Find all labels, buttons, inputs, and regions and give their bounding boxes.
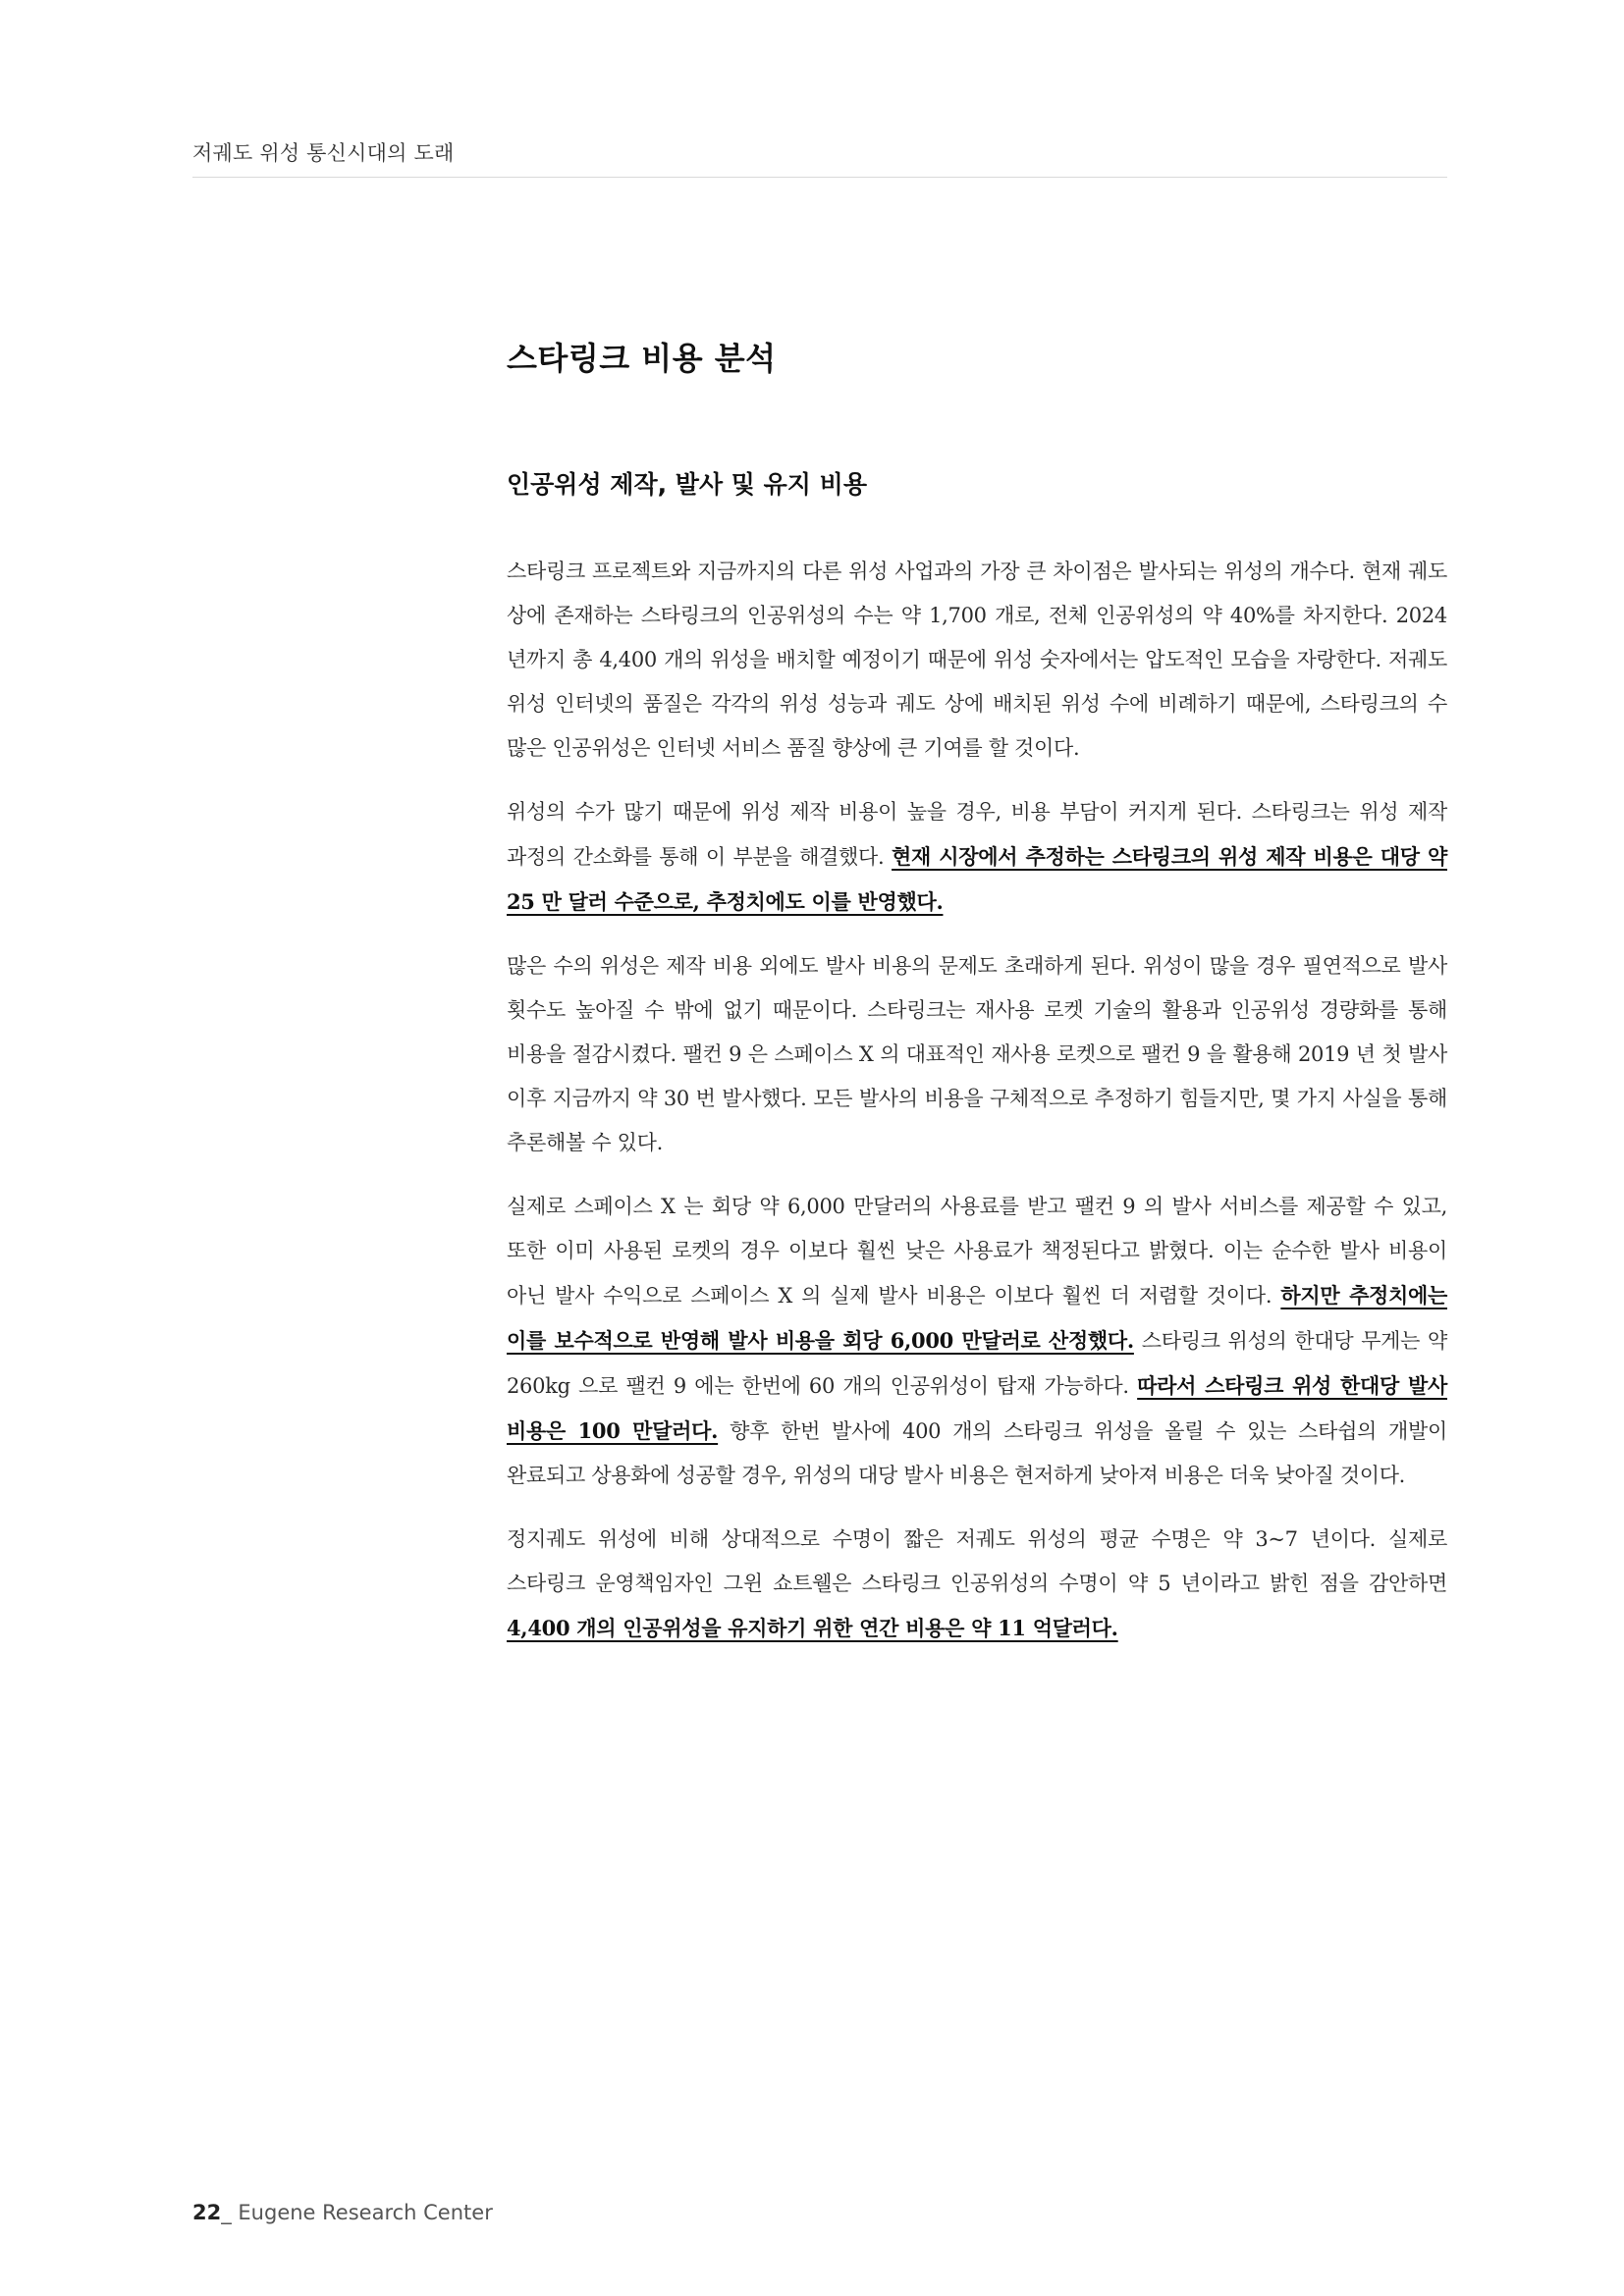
paragraph-4	[507, 1185, 1447, 1498]
page-content	[507, 324, 1447, 1671]
paragraph-3: 많은 수의 위성은 제작 비용 외에도 발사 비용의 문제도 초래하게 된다. 위성이 많을 경우 필연적으로 발사 횟수도 높아질 수 밖에 없기 때문이다. 스타링크는 재사용 로켓 기술의 활용과 인공위성 경량화를 통해 비용을 절감시켰다. 팰컨 9 은 스페이스 X 의 대표적인 재사용 로켓으로 팰컨 9 을 활용해 2019 년 첫 발사 이후 지금까지 약 30 번 발사했다. 모든 발사의 비용을 구체적으로 추정하기 힘들지만, 몇 가지 사실을 통해 추론해볼 수 있다.	[507, 954, 1447, 1154]
footer-organization: _ Eugene Research Center	[221, 2201, 493, 2224]
paragraph-5-highlight: 4,400 개의 인공위성을 유지하기 위한 연간 비용은 약 11 억달러다.	[507, 1616, 1118, 1640]
paragraph-2	[507, 790, 1447, 925]
subsection-title: 인공위성 제작, 발사 및 유지 비용	[507, 470, 867, 499]
paragraph-1: 스타링크 프로젝트와 지금까지의 다른 위성 사업과의 가장 큰 차이점은 발사되는 위성의 개수다. 현재 궤도 상에 존재하는 스타링크의 인공위성의 수는 약 1,700 개로, 전체 인공위성의 약 40%를 차지한다. 2024 년까지 총 4,400 개의 위성을 배치할 예정이기 때문에 위성 숫자에서는 압도적인 모습을 자랑한다. 저궤도 위성 인터넷의 품질은 각각의 위성 성능과 궤도 상에 배치된 위성 수에 비례하기 때문에, 스타링크의 수 많은 인공위성은 인터넷 서비스 품질 향상에 큰 기여를 할 것이다.	[507, 560, 1447, 760]
paragraph-2-highlight: 현재 시장에서 추정하는 스타링크의 위성 제작 비용은 대당 약 25 만 달러 수준으로, 추정치에도 이를 반영했다.	[507, 844, 1447, 914]
paragraph-5-text: 정지궤도 위성에 비해 상대적으로 수명이 짧은 저궤도 위성의 평균 수명은 약 3~7 년이다. 실제로 스타링크 운영책임자인 그윈 쇼트웰은 스타링크 인공위성의 수명이 약 5 년이라고 밝힌 점을 감안하면	[507, 1527, 1447, 1595]
paragraph-4-text-b: 스타링크 위성의 한대당 무게는 약 260kg 으로 팰컨 9 에는 한번에 60 개의 인공위성이 탑재 가능하다.	[507, 1329, 1447, 1398]
page-footer	[192, 2201, 493, 2224]
paragraph-5	[507, 1518, 1447, 1651]
paragraph-4-highlight-b: 따라서 스타링크 위성 한대당 발사 비용은 100 만달러다.	[507, 1373, 1447, 1443]
section-title: 스타링크 비용 분석	[507, 340, 777, 377]
paragraph-4-text-c: 향후 한번 발사에 400 개의 스타링크 위성을 올릴 수 있는 스타쉽의 개발이 완료되고 상용화에 성공할 경우, 위성의 대당 발사 비용은 현저하게 낮아져 비용은 더욱 낮아질 것이다.	[507, 1419, 1447, 1487]
paragraph-4-text-a: 실제로 스페이스 X 는 회당 약 6,000 만달러의 사용료를 받고 팰컨 9 의 발사 서비스를 제공할 수 있고, 또한 이미 사용된 로켓의 경우 이보다 훨씬 낮은 사용료가 책정된다고 밝혔다. 이는 순수한 발사 비용이 아닌 발사 수익으로 스페이스 X 의 실제 발사 비용은 이보다 훨씬 더 저렴할 것이다.	[507, 1195, 1447, 1308]
body-text	[507, 550, 1447, 1651]
paragraph-2-text: 위성의 수가 많기 때문에 위성 제작 비용이 높을 경우, 비용 부담이 커지게 된다. 스타링크는 위성 제작 과정의 간소화를 통해 이 부분을 해결했다.	[507, 800, 1447, 869]
running-header-title: 저궤도 위성 통신시대의 도래	[192, 141, 455, 165]
page-number: 22	[192, 2201, 222, 2224]
header-divider	[192, 177, 1447, 178]
paragraph-4-highlight-a: 하지만 추정치에는 이를 보수적으로 반영해 발사 비용을 회당 6,000 만달러로 산정했다.	[507, 1283, 1447, 1353]
